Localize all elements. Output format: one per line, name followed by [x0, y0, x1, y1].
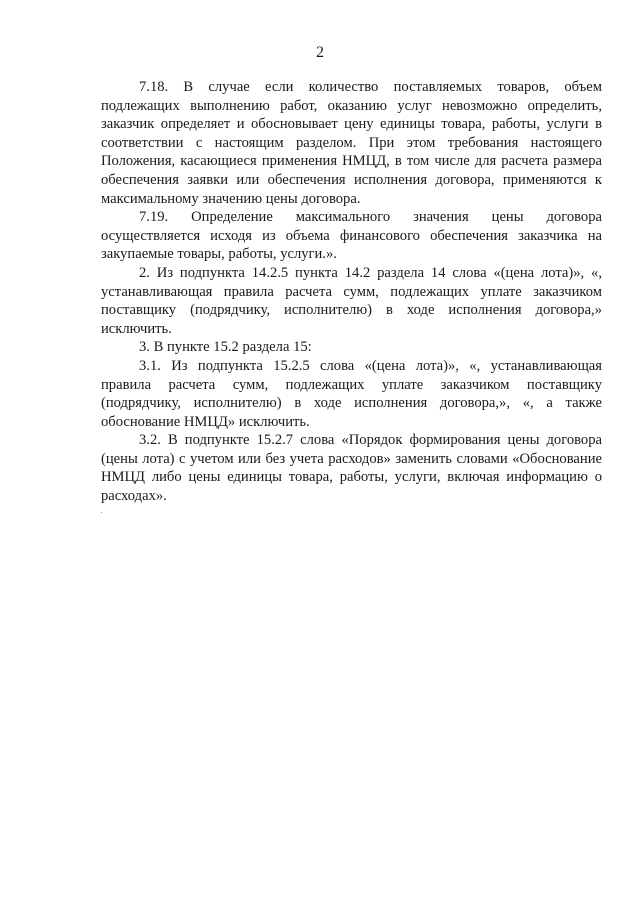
document-body — [101, 78, 602, 506]
page-number: 2 — [316, 44, 324, 61]
paragraph-7-19: 7.19. Определение максимального значения цены договора осуществляется исходя из объема финансового обеспечения заказчика на закупаемые товары, работы, услуги.». — [101, 209, 602, 263]
paragraph-amendment-3-2: 3.2. В подпункте 15.2.7 слова «Порядок формирования цены договора (цены лота) с учетом или без учета расходов» заменить словами «Обоснование НМЦД либо цены единицы товара, работы, услуги, включая информацию о расходах». — [101, 432, 602, 505]
paragraph-amendment-2: 2. Из подпункта 14.2.5 пункта 14.2 раздела 14 слова «(цена лота)», «, устанавливающая правила расчета сумм, подлежащих уплате заказчиком поставщику (подрядчику, исполнителю) в ходе исполнения договора,» исключить. — [101, 264, 602, 337]
scan-artifact-dot — [101, 512, 102, 513]
paragraph-amendment-3-1: 3.1. Из подпункта 15.2.5 слова «(цена лота)», «, устанавливающая правила расчета сумм, подлежащих уплате заказчиком поставщику (подрядчику, исполнителю) в ходе исполнения договора,», «, а также обоснование НМЦД» исключить. — [101, 357, 602, 430]
paragraph-7-18: 7.18. В случае если количество поставляемых товаров, объем подлежащих выполнению работ, оказанию услуг невозможно определить, заказчик определяет и обосновывает цену единицы товара, работы, услуги в соответствии с настоящим разделом. При этом требования настоящего Положения, касающиеся применения НМЦД, в том числе для расчета размера обеспечения заявки или обеспечения исполнения договора, применяются к максимальному значению цены договора. — [101, 79, 602, 207]
paragraph-amendment-3: 3. В пункте 15.2 раздела 15: — [139, 339, 312, 356]
